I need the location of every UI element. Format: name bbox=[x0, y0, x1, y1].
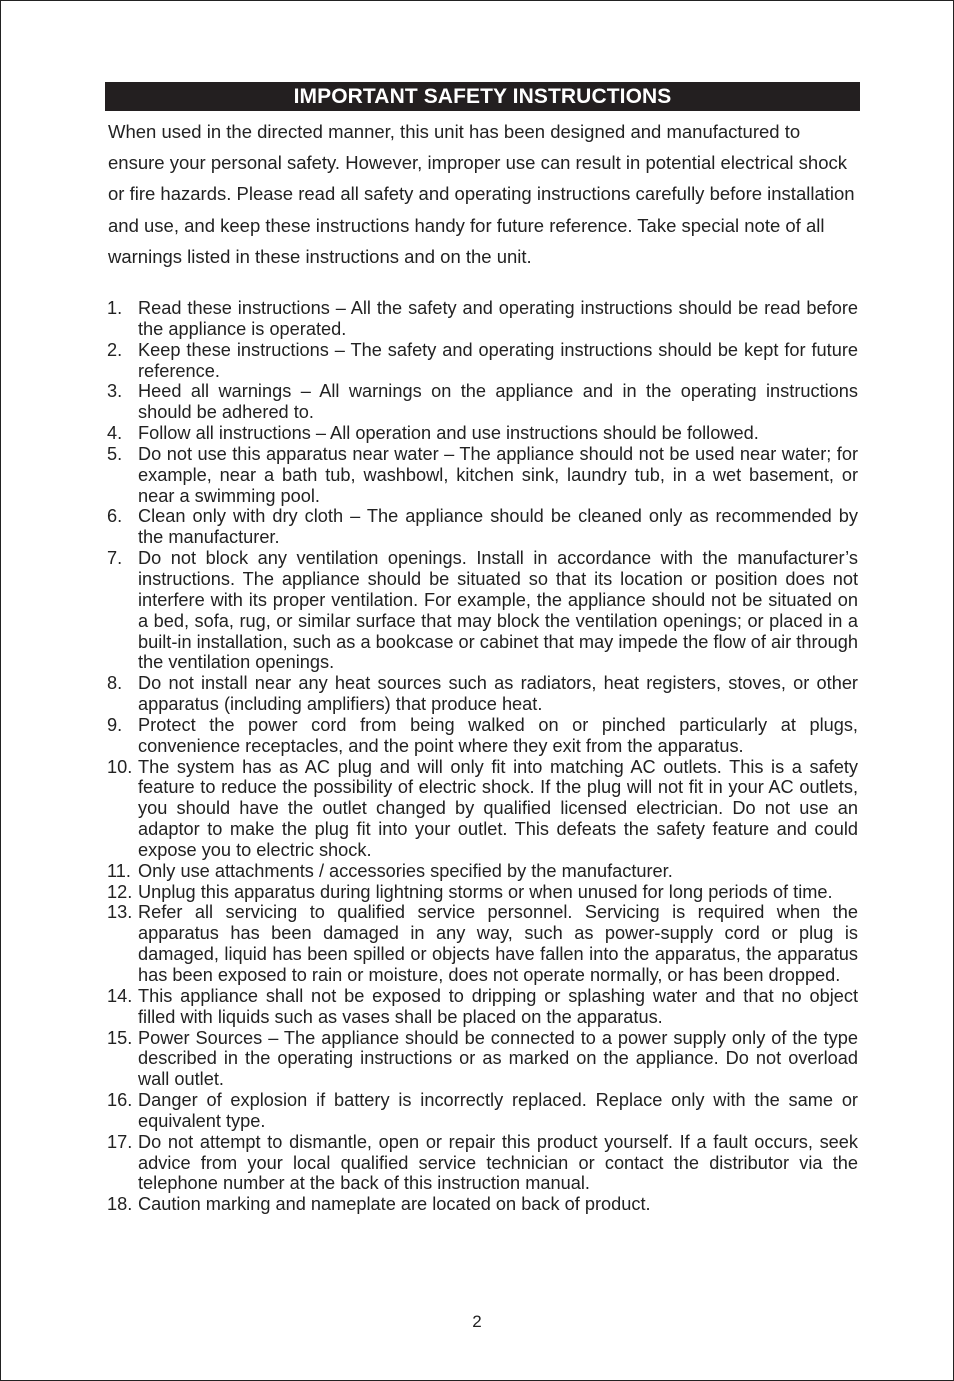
instruction-number: 10. bbox=[107, 756, 133, 777]
instruction-item bbox=[107, 444, 858, 507]
instruction-number: 4. bbox=[107, 423, 123, 444]
instruction-item bbox=[107, 673, 858, 715]
instruction-number: 7. bbox=[107, 548, 123, 569]
instruction-text: Do not block any ventilation openings. Install in accordance with the manufacturer’s instructions. The appliance should be situated so that its location or position does not interfere with its proper ventilation. For example, the appliance should not be situated on a bed, sofa, rug, or similar surface that may block the ventilation openings; or placed in a built-in installation, such as a bookcase or cabinet that may impede the flow of air through the ventilation openings. bbox=[138, 548, 858, 673]
instruction-number: 9. bbox=[107, 714, 123, 735]
instruction-number: 3. bbox=[107, 381, 123, 402]
instruction-item bbox=[107, 298, 858, 340]
instruction-text: Follow all instructions – All operation and use instructions should be followed. bbox=[138, 423, 759, 444]
instruction-number: 8. bbox=[107, 673, 123, 694]
instruction-text: Heed all warnings – All warnings on the appliance and in the operating instructions should be adhered to. bbox=[138, 381, 858, 423]
instruction-number: 2. bbox=[107, 339, 123, 360]
instruction-item bbox=[107, 506, 858, 548]
instruction-number: 12. bbox=[107, 881, 133, 902]
instruction-item bbox=[107, 1090, 858, 1132]
safety-instruction-list bbox=[107, 298, 858, 1215]
instruction-text: Clean only with dry cloth – The appliance should be cleaned only as recommended by the manufacturer. bbox=[138, 506, 858, 548]
instruction-text: Power Sources – The appliance should be connected to a power supply only of the type described in the operating instructions or as marked on the appliance. Do not overload wall outlet. bbox=[138, 1027, 858, 1090]
instruction-text: Refer all servicing to qualified service personnel. Servicing is required when the apparatus has been damaged in any way, such as power-supply cord or plug is damaged, liquid has been spilled or objects have fallen into the apparatus, the apparatus has been exposed to rain or moisture, does not operate normally, or has been dropped. bbox=[138, 902, 858, 985]
instruction-text: The system has as AC plug and will only fit into matching AC outlets. This is a safety feature to reduce the possibility of electric shock. If the plug will not fit in your AC outlets, you should have the outlet changed by qualified licensed electrician. Do not use an adaptor to make the plug fit into your outlet. This defeats the safety feature and could expose you to electric shock. bbox=[138, 756, 858, 860]
instruction-item bbox=[107, 757, 858, 861]
instruction-item bbox=[107, 381, 858, 423]
instruction-number: 5. bbox=[107, 443, 123, 464]
instruction-item bbox=[107, 882, 858, 903]
instruction-item bbox=[107, 861, 858, 882]
instruction-number: 11. bbox=[107, 860, 131, 881]
page-title: IMPORTANT SAFETY INSTRUCTIONS bbox=[105, 82, 860, 111]
instruction-number: 18. bbox=[107, 1194, 133, 1215]
instruction-item bbox=[107, 715, 858, 757]
instruction-number: 14. bbox=[107, 985, 133, 1006]
instruction-item bbox=[107, 423, 858, 444]
instruction-number: 13. bbox=[107, 902, 133, 923]
instruction-text: Unplug this apparatus during lightning storms or when unused for long periods of time. bbox=[138, 881, 833, 902]
instruction-text: This appliance shall not be exposed to dripping or splashing water and that no object filled with liquids such as vases shall be placed on the apparatus. bbox=[138, 985, 858, 1027]
instruction-item bbox=[107, 986, 858, 1028]
instruction-text: Do not use this apparatus near water – The appliance should not be used near water; for example, near a bath tub, washbowl, kitchen sink, laundry tub, in a wet basement, or near a swimming pool. bbox=[138, 443, 858, 506]
instruction-text: Caution marking and nameplate are located on back of product. bbox=[138, 1194, 651, 1215]
instruction-number: 1. bbox=[107, 298, 123, 318]
instruction-number: 15. bbox=[107, 1027, 133, 1048]
instruction-number: 16. bbox=[107, 1090, 133, 1111]
instruction-item bbox=[107, 1194, 858, 1215]
instruction-number: 17. bbox=[107, 1131, 133, 1152]
instruction-text: Do not attempt to dismantle, open or repair this product yourself. If a fault occurs, seek advice from your local qualified service technician or contact the distributor via the telephone number at the back of this instruction manual. bbox=[138, 1131, 858, 1194]
page-number: 2 bbox=[472, 1312, 482, 1331]
instruction-text: Keep these instructions – The safety and operating instructions should be kept for future reference. bbox=[138, 339, 858, 381]
instruction-item bbox=[107, 902, 858, 985]
instruction-item bbox=[107, 340, 858, 382]
instruction-item bbox=[107, 1028, 858, 1091]
instruction-item bbox=[107, 548, 858, 673]
instruction-text: Danger of explosion if battery is incorrectly replaced. Replace only with the same or equivalent type. bbox=[138, 1090, 858, 1131]
instruction-item bbox=[107, 1132, 858, 1195]
instruction-text: Do not install near any heat sources such as radiators, heat registers, stoves, or other apparatus (including amplifiers) that produce heat. bbox=[138, 673, 858, 715]
instruction-text: Protect the power cord from being walked on or pinched particularly at plugs, convenience receptacles, and the point where they exit from the apparatus. bbox=[138, 714, 858, 756]
intro-paragraph: When used in the directed manner, this unit has been designed and manufactured to ensure your personal safety. However, improper use can result in potential electrical shock or fire hazards. Please read all safety and operating instructions carefully before installation and use, and keep these instructions handy for future reference. Take special note of all warnings listed in these instructions and on the unit. bbox=[108, 121, 855, 267]
instruction-text: Read these instructions – All the safety and operating instructions should be read before the appliance is operated. bbox=[138, 298, 858, 339]
instruction-number: 6. bbox=[107, 506, 123, 527]
instruction-text: Only use attachments / accessories specified by the manufacturer. bbox=[138, 860, 673, 881]
